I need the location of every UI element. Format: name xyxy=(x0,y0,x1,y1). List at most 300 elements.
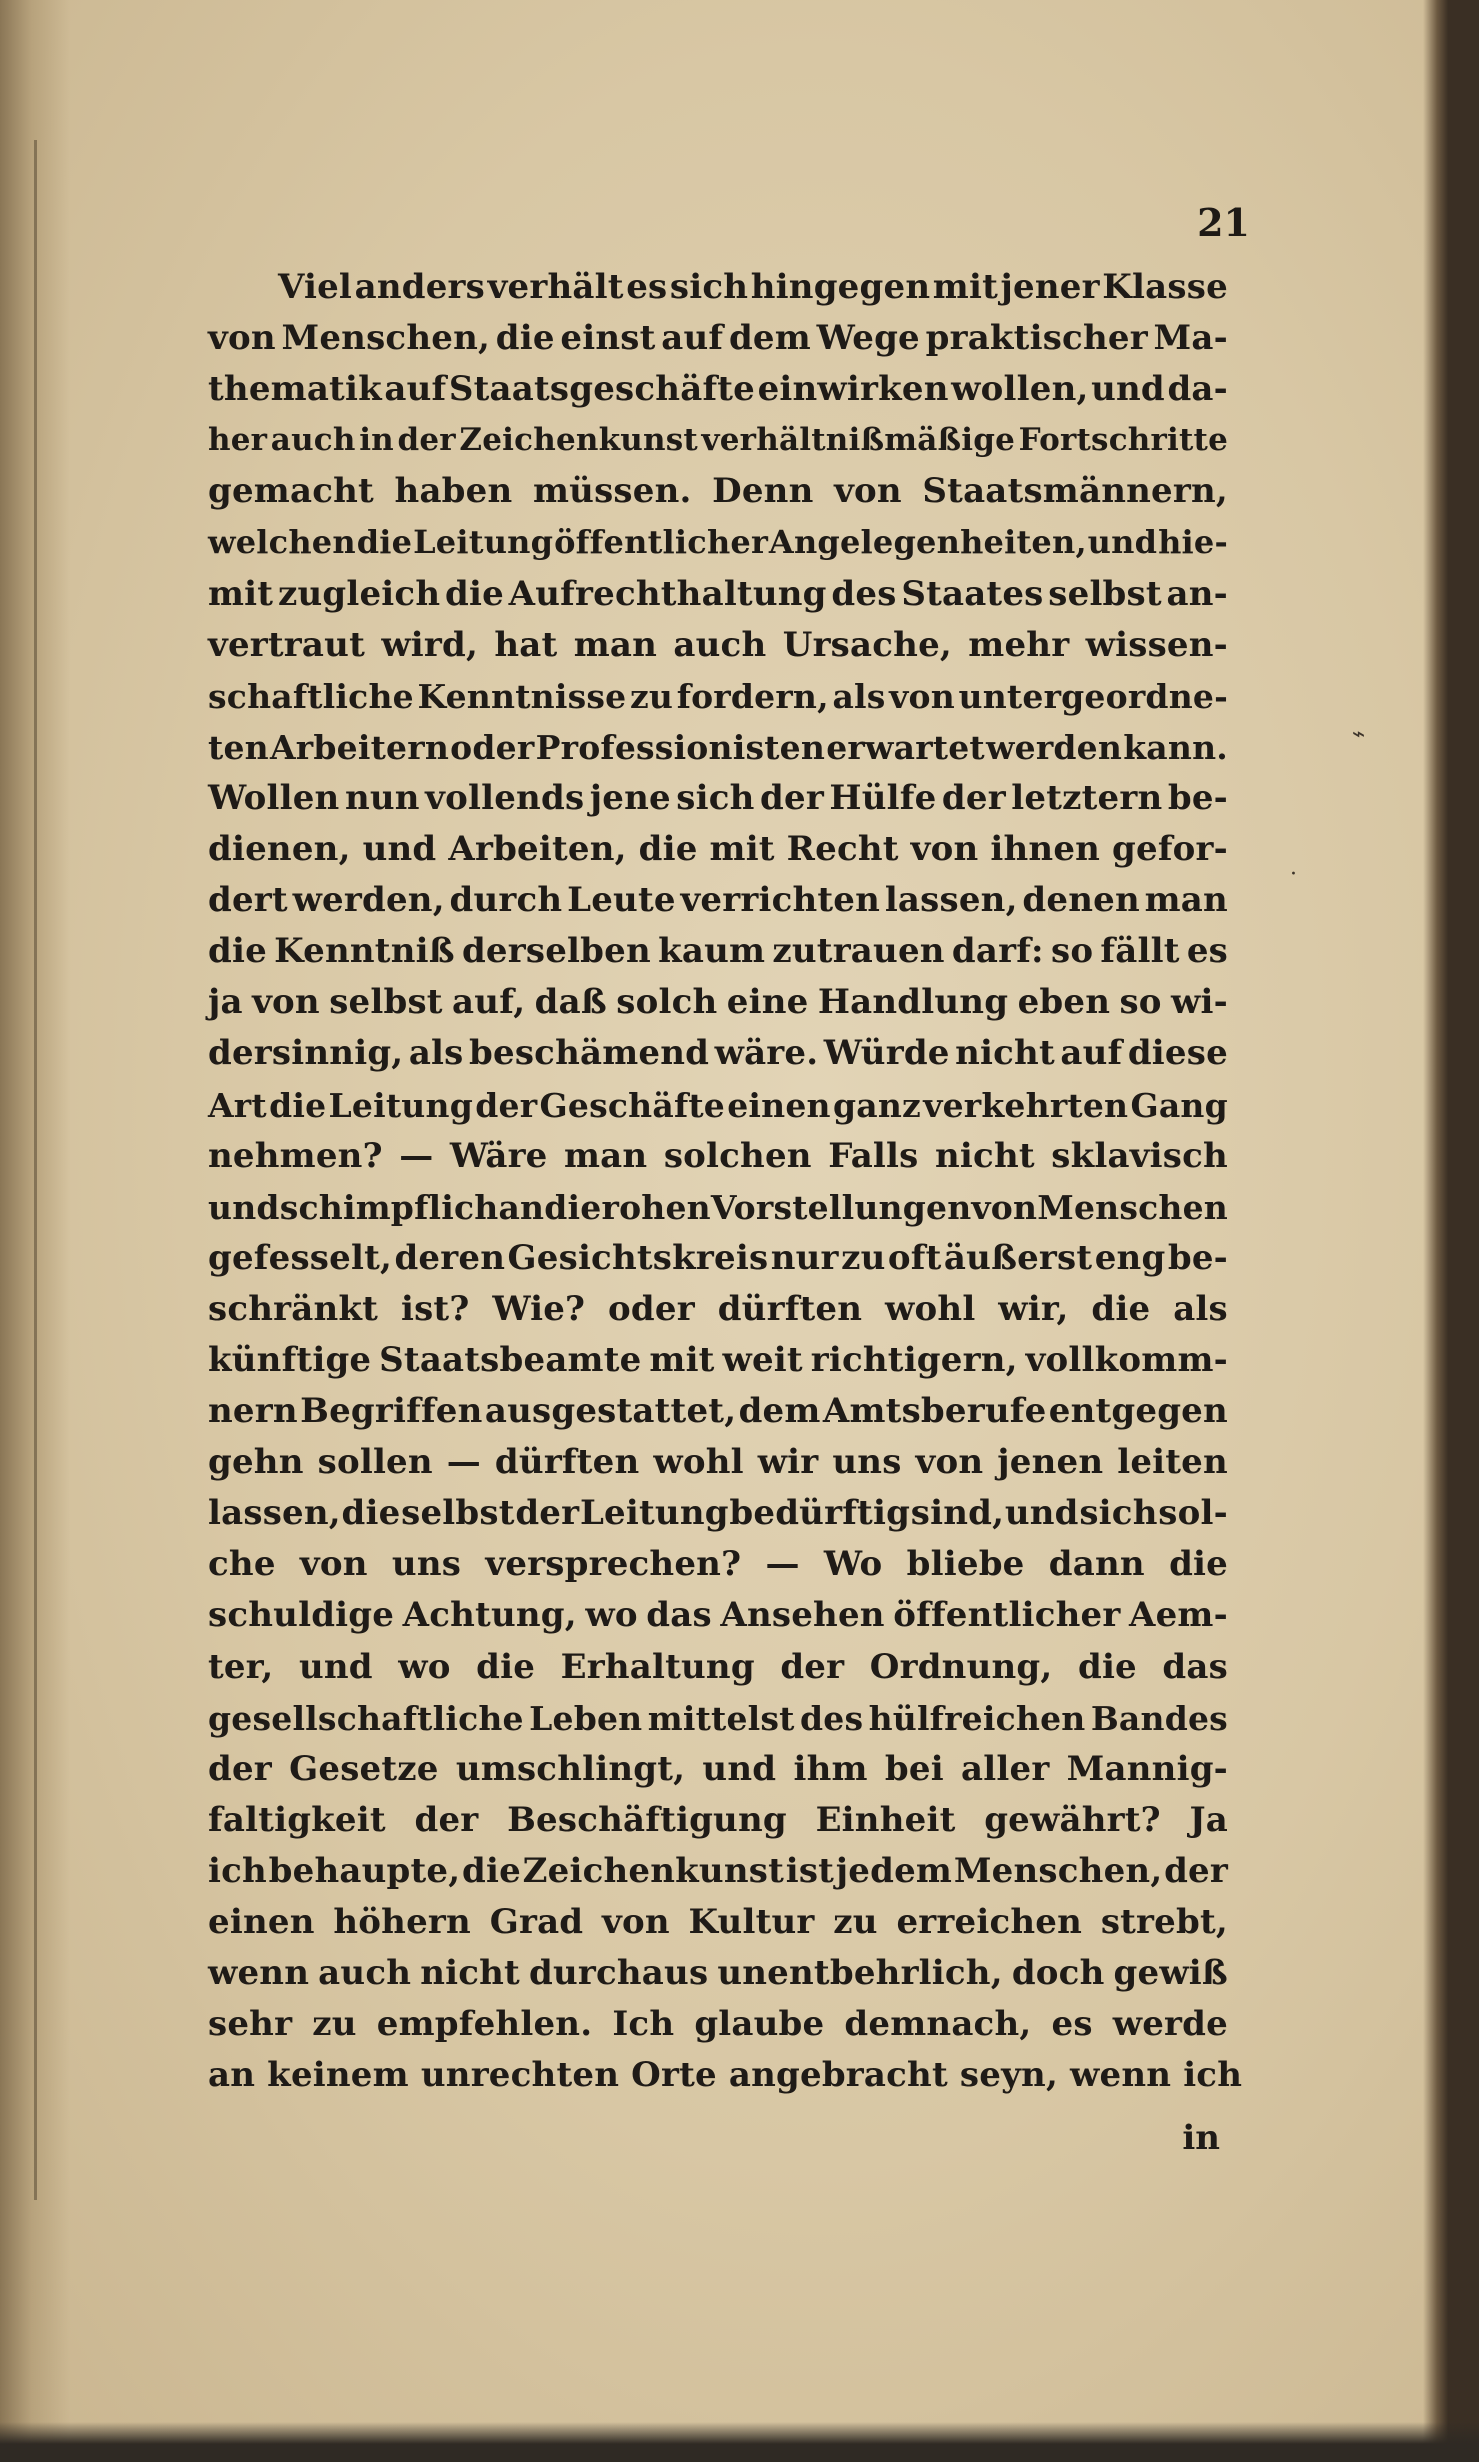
text-line xyxy=(208,1539,1228,1590)
word: fordern, xyxy=(676,676,829,716)
word: zugleich xyxy=(277,573,441,614)
text-line xyxy=(208,722,1228,773)
word: richtigern, xyxy=(810,1339,1018,1380)
word: hie- xyxy=(1158,523,1228,562)
word: Recht xyxy=(786,829,899,870)
word: umschlingt, xyxy=(455,1748,686,1789)
text-line xyxy=(208,1693,1228,1744)
word: empfehlen. xyxy=(376,2004,593,2045)
word: Gang xyxy=(1130,1085,1228,1125)
word: einst xyxy=(560,318,656,359)
word: verhältnißmäßige xyxy=(701,422,1016,459)
word: ist? xyxy=(400,1288,470,1329)
word: nicht xyxy=(935,1135,1035,1176)
word: wir, xyxy=(998,1288,1069,1329)
word: thematik xyxy=(208,369,382,410)
word: werden, xyxy=(292,880,445,921)
word: schimpflich xyxy=(279,1187,499,1227)
word: Ma- xyxy=(1153,318,1228,359)
word: zutrauen xyxy=(772,931,945,972)
word: Mannig- xyxy=(1066,1748,1228,1789)
word: jene xyxy=(589,777,671,818)
word: der xyxy=(1164,1850,1228,1891)
word: als xyxy=(1173,1288,1228,1329)
word: vertraut xyxy=(208,624,365,665)
word: Wäre xyxy=(449,1135,548,1176)
word: Beschäftigung xyxy=(507,1799,787,1840)
text-line xyxy=(208,1386,1228,1437)
word: — xyxy=(765,1544,800,1585)
word: Zeichenkunst xyxy=(459,422,698,459)
word: Ursache, xyxy=(782,624,952,665)
word: doch xyxy=(1011,1953,1105,1994)
word: gewährt? xyxy=(984,1799,1161,1840)
word: welchen xyxy=(208,523,356,562)
word: als xyxy=(832,676,886,716)
word: es xyxy=(626,267,668,307)
word: da- xyxy=(1167,369,1228,410)
text-line xyxy=(208,1080,1228,1131)
word: Ansehen xyxy=(720,1595,885,1636)
word: Klasse xyxy=(1102,267,1228,307)
word: Arbeiten, xyxy=(448,829,627,870)
word: Menschen, xyxy=(953,1850,1163,1891)
word: müssen. xyxy=(532,471,692,512)
word: wird, xyxy=(381,624,479,665)
word: auch xyxy=(673,624,767,665)
word: jener xyxy=(1000,267,1100,307)
word: Würde xyxy=(823,1033,950,1074)
word: Vorstellungen xyxy=(710,1187,972,1227)
word: dienen, xyxy=(208,829,351,870)
word: Handlung xyxy=(817,982,1009,1023)
word: Leitung xyxy=(579,1493,729,1534)
word: zu xyxy=(841,1237,886,1278)
word: das xyxy=(1162,1646,1228,1687)
word: solch xyxy=(616,982,718,1023)
word: mehr xyxy=(968,624,1070,665)
text-line xyxy=(208,1948,1228,1999)
word: wenn xyxy=(208,1953,310,1994)
word: einwirken xyxy=(757,369,949,410)
word: schuldige xyxy=(208,1595,395,1636)
word: denen xyxy=(1022,880,1140,921)
word: und xyxy=(1091,369,1165,410)
word: her xyxy=(208,422,268,459)
word: dem xyxy=(738,1391,821,1432)
word: und xyxy=(362,829,437,870)
word: Staatsbeamte xyxy=(379,1339,642,1380)
word: sol- xyxy=(1158,1493,1228,1534)
word: die xyxy=(544,1187,602,1227)
word: einen xyxy=(208,1902,315,1942)
word: auf xyxy=(1060,1033,1123,1074)
word: nicht xyxy=(955,1033,1055,1074)
word: be- xyxy=(1167,1237,1228,1278)
word: nern xyxy=(208,1391,298,1432)
word: faltigkeit xyxy=(208,1799,386,1840)
word: wo xyxy=(398,1646,451,1687)
word: gefesselt, xyxy=(208,1237,393,1278)
body-text xyxy=(208,262,1243,2101)
word: erreichen xyxy=(896,1902,1083,1942)
word: nehmen? xyxy=(208,1135,383,1176)
word: Hülfe xyxy=(829,777,937,818)
word: ten xyxy=(208,727,269,767)
word: — xyxy=(399,1135,434,1176)
word: glaube xyxy=(694,2004,825,2045)
word: hingegen xyxy=(750,267,931,307)
word: Wollen xyxy=(208,777,340,818)
text-line xyxy=(208,1284,1228,1335)
word: der xyxy=(760,777,824,818)
word: rohen xyxy=(601,1187,711,1227)
word: bedürftig xyxy=(729,1493,911,1534)
word: gewiß xyxy=(1113,1953,1228,1994)
word: von xyxy=(299,1544,368,1585)
word: Ja xyxy=(1189,1799,1228,1840)
word: höhern xyxy=(333,1902,471,1942)
word: Ich xyxy=(612,2004,675,2045)
word: deren xyxy=(394,1237,506,1278)
word: die xyxy=(495,318,555,359)
word: weit xyxy=(722,1339,803,1380)
word: Geschäfte xyxy=(539,1085,725,1125)
word: untergeordne- xyxy=(958,676,1228,716)
word: eng xyxy=(1094,1237,1166,1278)
word: Amtsberufe xyxy=(822,1391,1047,1432)
word: dersinnig, xyxy=(208,1033,404,1074)
word: be- xyxy=(1167,777,1228,818)
word: Wie? xyxy=(492,1288,586,1329)
word: dert xyxy=(208,880,288,921)
text-line xyxy=(208,1437,1228,1488)
word: Aufrechthaltung xyxy=(508,573,827,614)
word: sich xyxy=(669,267,749,307)
text-line xyxy=(208,1590,1228,1641)
word: che xyxy=(208,1544,276,1585)
word: beschämend xyxy=(469,1033,710,1074)
word: auf xyxy=(384,369,447,410)
word: mit xyxy=(208,573,274,614)
word: bliebe xyxy=(906,1544,1025,1585)
word: als xyxy=(408,1033,464,1074)
word: Menschen xyxy=(1037,1187,1228,1227)
word: Kenntnisse xyxy=(417,676,627,716)
word: verhält xyxy=(487,267,624,307)
page-number: 21 xyxy=(1197,200,1250,245)
word: die xyxy=(476,1646,536,1687)
word: derselben xyxy=(461,931,651,972)
word: sklavisch xyxy=(1051,1135,1228,1176)
word: des xyxy=(831,573,897,614)
word: man xyxy=(573,624,658,665)
word: von xyxy=(889,676,955,716)
word: oft xyxy=(887,1237,942,1278)
word: von xyxy=(252,982,320,1023)
word: der xyxy=(397,422,456,459)
word: letztern xyxy=(1011,777,1163,818)
word: äußerst xyxy=(943,1237,1093,1278)
word: von xyxy=(915,1442,984,1483)
word: sich xyxy=(676,777,755,818)
catchword: in xyxy=(1182,2118,1220,2158)
word: nur xyxy=(770,1237,839,1278)
word: Professionisten xyxy=(535,727,826,767)
text-line xyxy=(208,1028,1228,1079)
word: von xyxy=(910,829,979,870)
text-line xyxy=(208,1846,1228,1897)
word: ist xyxy=(785,1850,835,1891)
word: auch xyxy=(270,422,356,459)
word: Aem- xyxy=(1129,1595,1228,1636)
text-line xyxy=(208,1131,1228,1182)
word: Angelegenheiten, xyxy=(768,523,1087,562)
text-line xyxy=(208,1642,1228,1693)
word: so xyxy=(1119,982,1162,1023)
word: der xyxy=(780,1646,845,1687)
word: lassen, xyxy=(884,880,1018,921)
word: durch xyxy=(449,880,563,921)
word: die xyxy=(1169,1544,1228,1585)
text-line xyxy=(208,671,1228,722)
word: man xyxy=(564,1135,648,1176)
word: gehn xyxy=(208,1442,304,1483)
word: anders xyxy=(354,267,486,307)
text-line xyxy=(208,1999,1228,2050)
word: und xyxy=(702,1748,777,1789)
word: ihm xyxy=(793,1748,868,1789)
word: aller xyxy=(961,1748,1050,1789)
word: Falls xyxy=(828,1135,919,1176)
word: daß xyxy=(534,982,607,1023)
text-line xyxy=(208,977,1228,1028)
word: gefor- xyxy=(1112,829,1228,870)
word: diese xyxy=(1127,1033,1228,1074)
word: Achtung, xyxy=(402,1595,577,1636)
word: öffentlicher xyxy=(893,1595,1121,1636)
text-line xyxy=(208,1488,1228,1539)
text-line xyxy=(208,926,1228,977)
word: von xyxy=(208,318,276,359)
word: schränkt xyxy=(208,1288,379,1329)
word: wir xyxy=(757,1442,819,1483)
word: mit xyxy=(932,267,998,307)
word: vollends xyxy=(425,777,585,818)
word: gesellschaftliche xyxy=(208,1698,524,1738)
word: entgegen xyxy=(1048,1391,1228,1432)
word: dann xyxy=(1048,1544,1145,1585)
word: Begriffen xyxy=(300,1391,483,1432)
text-line xyxy=(208,620,1228,671)
margin-mark-icon: · xyxy=(1290,862,1297,887)
word: praktischer xyxy=(925,318,1148,359)
word: wissen- xyxy=(1085,624,1228,665)
margin-mark-icon: ⌁ xyxy=(1352,722,1366,747)
word: von xyxy=(602,1902,670,1942)
word: sehr xyxy=(208,2004,293,2045)
word: die xyxy=(269,1085,327,1125)
word: Erhaltung xyxy=(560,1646,755,1687)
word: ja xyxy=(208,982,243,1023)
word: das xyxy=(646,1595,712,1636)
word: und xyxy=(208,1187,280,1227)
word: auf xyxy=(661,318,724,359)
word: und xyxy=(1004,1493,1079,1534)
word: eine xyxy=(726,982,809,1023)
word: strebt, xyxy=(1100,1902,1228,1942)
word: Leute xyxy=(567,880,676,921)
word: man xyxy=(1144,880,1228,921)
word: demnach, xyxy=(844,2004,1032,2045)
word: die xyxy=(356,523,413,562)
word: wi- xyxy=(1171,982,1228,1023)
word: ausgestattet, xyxy=(484,1391,737,1432)
word: Wo xyxy=(823,1544,883,1585)
word: eben xyxy=(1017,982,1111,1023)
word: Wege xyxy=(816,318,920,359)
word: durchaus xyxy=(528,1953,709,1994)
word: sind, xyxy=(910,1493,1005,1534)
word: ihnen xyxy=(990,829,1101,870)
word: Leben xyxy=(529,1698,643,1738)
word: Gesetze xyxy=(289,1748,439,1789)
word: selbst xyxy=(329,982,443,1023)
word: Viel xyxy=(278,267,353,307)
word: es xyxy=(1186,931,1228,972)
word: Gesichtskreis xyxy=(507,1237,769,1278)
word: die xyxy=(1091,1288,1151,1329)
word: Staatsmännern, xyxy=(922,471,1228,512)
word: von xyxy=(971,1187,1038,1227)
word: öffentlicher xyxy=(554,523,769,562)
word: nicht xyxy=(420,1953,520,1994)
word: von xyxy=(834,471,902,512)
word: vollkomm- xyxy=(1025,1339,1228,1380)
text-line xyxy=(208,1795,1228,1846)
word: Staates xyxy=(901,573,1044,614)
word: Staatsgeschäfte xyxy=(448,369,756,410)
word: die xyxy=(638,829,698,870)
word: und xyxy=(298,1646,373,1687)
word: es xyxy=(1051,2004,1093,2045)
word: der xyxy=(208,1748,272,1789)
word: die xyxy=(208,931,267,972)
word: Zeichenkunst xyxy=(522,1850,784,1891)
word: lassen, xyxy=(208,1493,341,1534)
word: Arbeitern xyxy=(270,727,450,767)
word: selbst xyxy=(1048,573,1162,614)
text-line xyxy=(208,466,1228,517)
word: Einheit xyxy=(815,1799,956,1840)
text-line xyxy=(208,773,1228,824)
word: unentbehrlich, xyxy=(717,1953,1003,1994)
word: die xyxy=(341,1493,401,1534)
text-line xyxy=(208,824,1228,875)
word: verrichten xyxy=(680,880,881,921)
word: sich xyxy=(1079,1493,1158,1534)
word: hat xyxy=(494,624,558,665)
word: erwartet xyxy=(826,727,985,767)
word: auch xyxy=(318,1953,412,1994)
word: oder xyxy=(608,1288,695,1329)
word: mit xyxy=(649,1339,715,1380)
word: Kultur xyxy=(688,1902,815,1942)
text-line xyxy=(208,1233,1228,1284)
word: künftige xyxy=(208,1339,372,1380)
word: werde xyxy=(1112,2004,1228,2045)
word: jenen xyxy=(997,1442,1104,1483)
word: gemacht xyxy=(208,471,374,512)
word: einen xyxy=(727,1085,831,1125)
page-edge-right xyxy=(1423,0,1479,2462)
word: zu xyxy=(833,1902,878,1942)
word: darf: xyxy=(951,931,1044,972)
word: nun xyxy=(344,777,420,818)
word: ganz xyxy=(832,1085,921,1125)
word: zu xyxy=(312,2004,357,2045)
text-line xyxy=(208,569,1228,620)
word: wo xyxy=(585,1595,638,1636)
word: oder xyxy=(450,727,535,767)
word: fällt xyxy=(1100,931,1180,972)
text-line xyxy=(208,1182,1228,1233)
word: uns xyxy=(391,1544,462,1585)
text-line xyxy=(208,364,1228,415)
word: des xyxy=(799,1698,864,1738)
spine-line xyxy=(34,140,37,2200)
text-line xyxy=(208,1897,1228,1948)
word: selbst xyxy=(401,1493,515,1534)
word: der xyxy=(515,1493,580,1534)
word: dem xyxy=(728,318,811,359)
word: Leitung xyxy=(328,1085,473,1125)
text-line xyxy=(208,262,1228,313)
word: werden xyxy=(986,727,1123,767)
word: der xyxy=(414,1799,479,1840)
word: wohl xyxy=(653,1442,744,1483)
word: die xyxy=(1077,1646,1137,1687)
word: die xyxy=(461,1850,521,1891)
word: Grad xyxy=(489,1902,584,1942)
word: hülfreichen xyxy=(868,1698,1086,1738)
word: verkehrten xyxy=(923,1085,1129,1125)
word: Denn xyxy=(712,471,814,512)
word: ich xyxy=(208,1850,267,1891)
word: auf, xyxy=(452,982,526,1023)
word: kaum xyxy=(658,931,766,972)
word: Menschen, xyxy=(281,318,491,359)
word: Leitung xyxy=(413,523,554,562)
word: wohl xyxy=(885,1288,976,1329)
word: der xyxy=(941,777,1006,818)
word: mittelst xyxy=(647,1698,795,1738)
word: behaupte, xyxy=(268,1850,461,1891)
word: Art xyxy=(208,1085,267,1125)
word: solchen xyxy=(663,1135,812,1176)
word: ter, xyxy=(208,1646,274,1687)
word: Bandes xyxy=(1090,1698,1228,1738)
text-line xyxy=(208,1744,1228,1795)
word: Fortschritte xyxy=(1018,422,1228,459)
text-line xyxy=(208,313,1228,364)
word: mit xyxy=(709,829,775,870)
text-line xyxy=(208,875,1228,926)
word: — xyxy=(446,1442,481,1483)
word: Ordnung, xyxy=(869,1646,1053,1687)
word: wollen, xyxy=(951,369,1089,410)
word: leiten xyxy=(1117,1442,1228,1483)
